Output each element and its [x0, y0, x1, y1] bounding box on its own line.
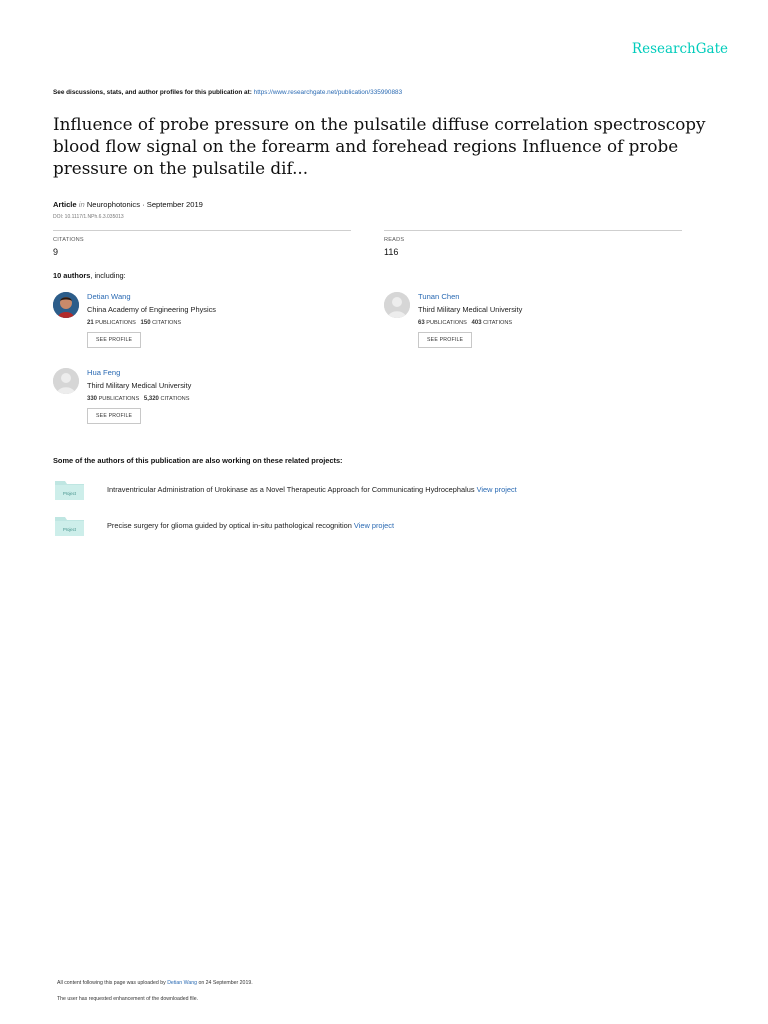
project-title: Precise surgery for glioma guided by optical in-situ pathological recognition: [107, 521, 352, 530]
publication-url-link[interactable]: https://www.researchgate.net/publication/335990883: [253, 89, 403, 96]
project-item: [53, 478, 733, 504]
citations-word: CITATIONS: [160, 396, 190, 402]
citations-label: CITATIONS: [53, 237, 84, 243]
project-folder-icon: [53, 478, 86, 502]
citations-word: CITATIONS: [483, 320, 513, 326]
reads-label: READS: [384, 237, 405, 243]
authors-heading: [53, 271, 126, 280]
publications-word: PUBLICATIONS: [98, 396, 140, 402]
author-institution: Third Military Medical University: [87, 381, 192, 390]
author-publications-count: 330: [87, 396, 98, 402]
publications-word: PUBLICATIONS: [95, 320, 136, 326]
authors-suffix: , including:: [90, 271, 126, 280]
project-line: [107, 485, 517, 494]
author-publications-count: 21: [87, 320, 94, 326]
discussions-text: See discussions, stats, and author profiles for this publication at:: [53, 89, 252, 96]
discussions-line: [53, 89, 402, 96]
projects-heading: Some of the authors of this publication are also working on these related projects:: [53, 456, 343, 465]
project-item: [53, 514, 733, 540]
author-citations-count: 5,320: [143, 396, 159, 402]
author-name-link[interactable]: Hua Feng: [87, 368, 121, 377]
default-user-icon[interactable]: [53, 368, 79, 394]
authors-count: 10 authors: [53, 271, 91, 280]
author-institution: Third Military Medical University: [418, 305, 523, 314]
reads-divider: [384, 230, 682, 231]
view-project-link[interactable]: View project: [353, 521, 395, 530]
project-folder-icon: [53, 514, 86, 538]
project-folder-label: Project: [62, 527, 77, 532]
citations-divider: [53, 230, 351, 231]
author-citations-count: 403: [471, 320, 482, 326]
citations-value: 9: [53, 247, 59, 257]
author-citations-count: 150: [140, 320, 151, 326]
enhancement-note: The user has requested enhancement of the downloaded file.: [57, 996, 199, 1002]
journal-date: Neurophotonics · September 2019: [86, 200, 203, 209]
see-profile-button[interactable]: SEE PROFILE: [87, 332, 141, 348]
publication-meta: [53, 200, 203, 209]
upload-prefix: All content following this page was uploaded by: [57, 980, 166, 986]
author-name-link[interactable]: Detian Wang: [87, 292, 131, 301]
doi: DOI: 10.1117/1.NPh.6.3.035013: [53, 214, 124, 220]
reads-value: 116: [384, 247, 399, 257]
author-stats: [87, 319, 347, 327]
author-publications-count: 63: [418, 320, 425, 326]
upload-note: [57, 980, 253, 986]
project-title: Intraventricular Administration of Urokinase as a Novel Therapeutic Approach for Communicating Hydrocephalus: [107, 485, 475, 494]
author-stats: [87, 395, 347, 403]
author-name-link[interactable]: Tunan Chen: [418, 292, 460, 301]
author-stats: [418, 319, 678, 327]
project-line: [107, 521, 394, 530]
citations-word: CITATIONS: [152, 320, 182, 326]
publication-type: Article: [53, 200, 77, 209]
project-folder-label: Project: [62, 491, 77, 496]
author-photo-avatar[interactable]: [53, 292, 79, 318]
upload-suffix: on 24 September 2019.: [198, 980, 253, 986]
see-profile-button[interactable]: SEE PROFILE: [87, 408, 141, 424]
researchgate-logo[interactable]: ResearchGate: [631, 41, 728, 57]
uploader-link[interactable]: Detian Wang: [167, 980, 197, 986]
publications-word: PUBLICATIONS: [426, 320, 467, 326]
in-word: in: [78, 200, 85, 209]
view-project-link[interactable]: View project: [476, 485, 517, 494]
publication-title: Influence of probe pressure on the pulsatile diffuse correlation spectroscopy blood flow signal on the forearm and forehead regions Influence of probe pressure on the pulsatile dif...: [53, 114, 706, 178]
author-institution: China Academy of Engineering Physics: [87, 305, 216, 314]
see-profile-button[interactable]: SEE PROFILE: [418, 332, 472, 348]
default-user-icon[interactable]: [384, 292, 410, 318]
